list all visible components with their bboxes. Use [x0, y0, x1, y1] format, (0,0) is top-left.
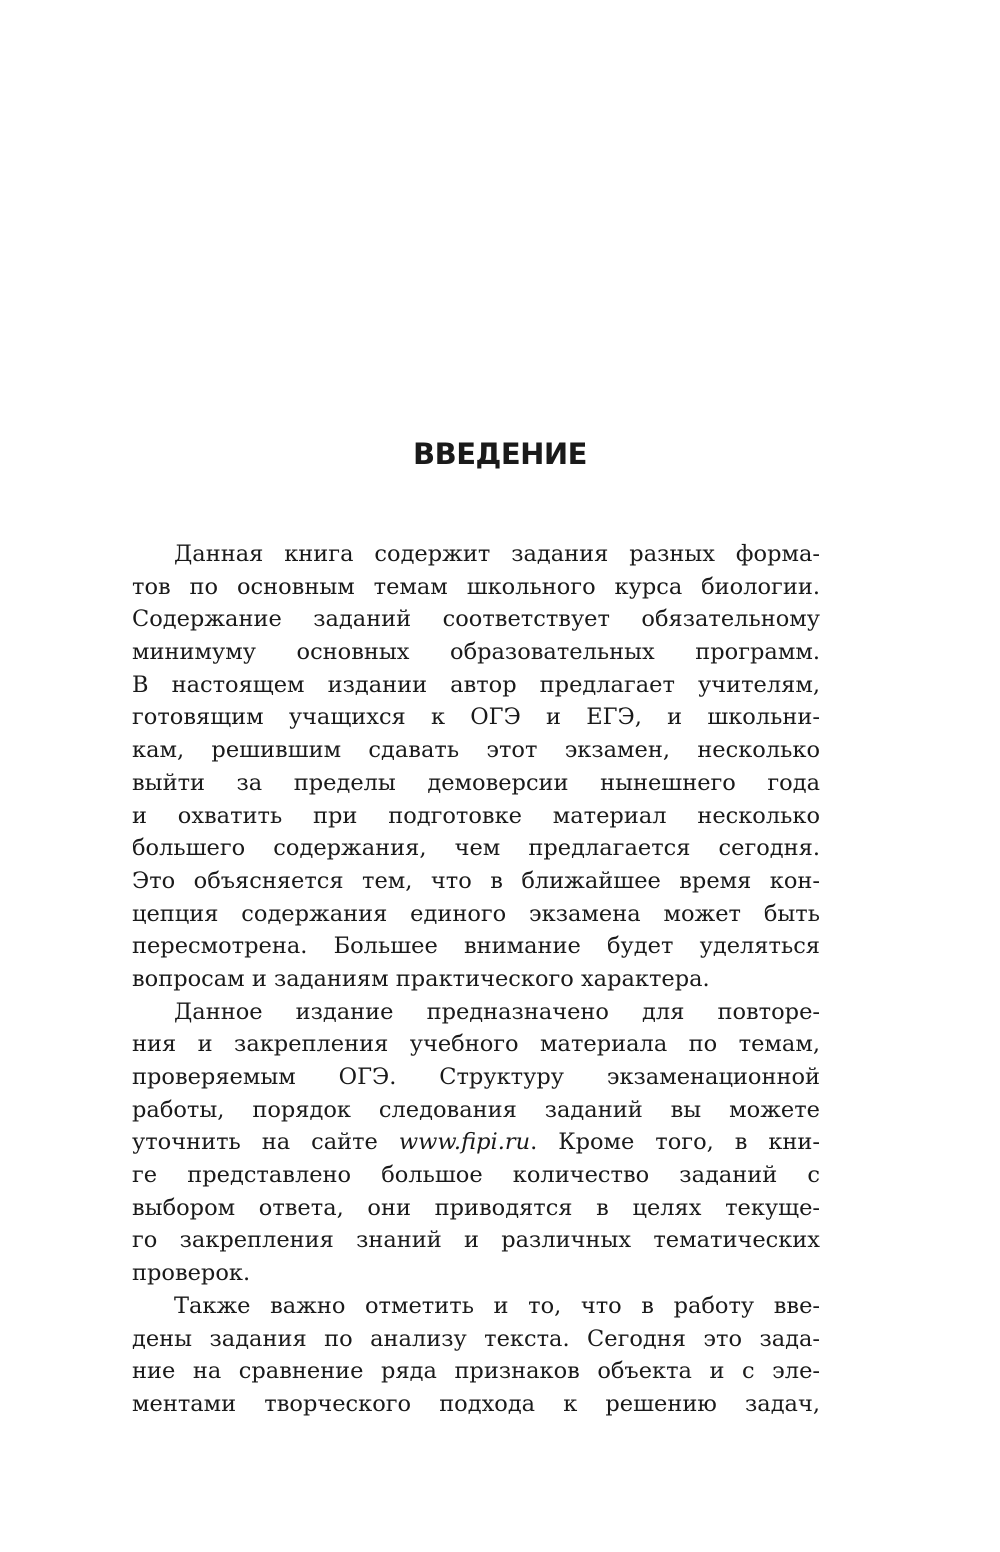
text-line: ге представлено большое количество заданий с	[132, 1162, 820, 1189]
website-link[interactable]: www.fipi.ru	[398, 1129, 531, 1156]
text-line: выбором ответа, они приводятся в целях текуще-	[132, 1194, 820, 1221]
text-line: В настоящем издании автор предлагает учителям,	[132, 671, 820, 698]
text-line: выйти за пределы демоверсии нынешнего года	[132, 769, 820, 796]
text-line: пересмотрена. Большее внимание будет уделяться	[132, 933, 820, 960]
text-line: Содержание заданий соответствует обязательному	[132, 606, 820, 633]
text-line: цепция содержания единого экзамена может быть	[132, 900, 820, 927]
text-line: ния и закрепления учебного материала по темам,	[132, 1031, 820, 1058]
text-line: кам, решившим сдавать этот экзамен, несколько	[132, 737, 820, 764]
text-line: го закрепления знаний и различных тематических	[132, 1227, 820, 1254]
text-line: Это объясняется тем, что в ближайшее время кон-	[132, 867, 820, 894]
text-line: ментами творческого подхода к решению задач,	[132, 1390, 820, 1417]
text-line: и охватить при подготовке материал несколько	[132, 802, 820, 829]
text-line: дены задания по анализу текста. Сегодня это зада-	[132, 1325, 820, 1352]
text-line: вопросам и заданиям практического характера.	[132, 965, 710, 992]
text-fragment: . Кроме того, в кни-	[530, 1129, 820, 1156]
text-line: работы, порядок следования заданий вы можете	[132, 1096, 820, 1123]
text-line: Данное издание предназначено для повторе-	[174, 998, 820, 1025]
body-text	[132, 538, 820, 1421]
text-line: проверяемым ОГЭ. Структуру экзаменационной	[132, 1064, 820, 1090]
text-line: Также важно отметить и то, что в работу вве-	[174, 1292, 820, 1319]
text-line-with-link	[132, 1126, 820, 1159]
text-line: готовящим учащихся к ОГЭ и ЕГЭ, и школьни-	[132, 704, 820, 731]
chapter-heading: ВВЕДЕНИЕ	[412, 437, 587, 471]
text-line: проверок.	[132, 1260, 251, 1287]
text-line: Данная книга содержит задания разных форма-	[174, 541, 820, 567]
text-fragment: уточнить на сайте	[132, 1129, 378, 1156]
text-line: минимуму основных образовательных программ.	[132, 639, 820, 666]
text-line: ние на сравнение ряда признаков объекта и с эле-	[132, 1358, 820, 1385]
text-line: тов по основным темам школьного курса биологии.	[132, 573, 820, 600]
text-line: большего содержания, чем предлагается сегодня.	[132, 835, 820, 862]
